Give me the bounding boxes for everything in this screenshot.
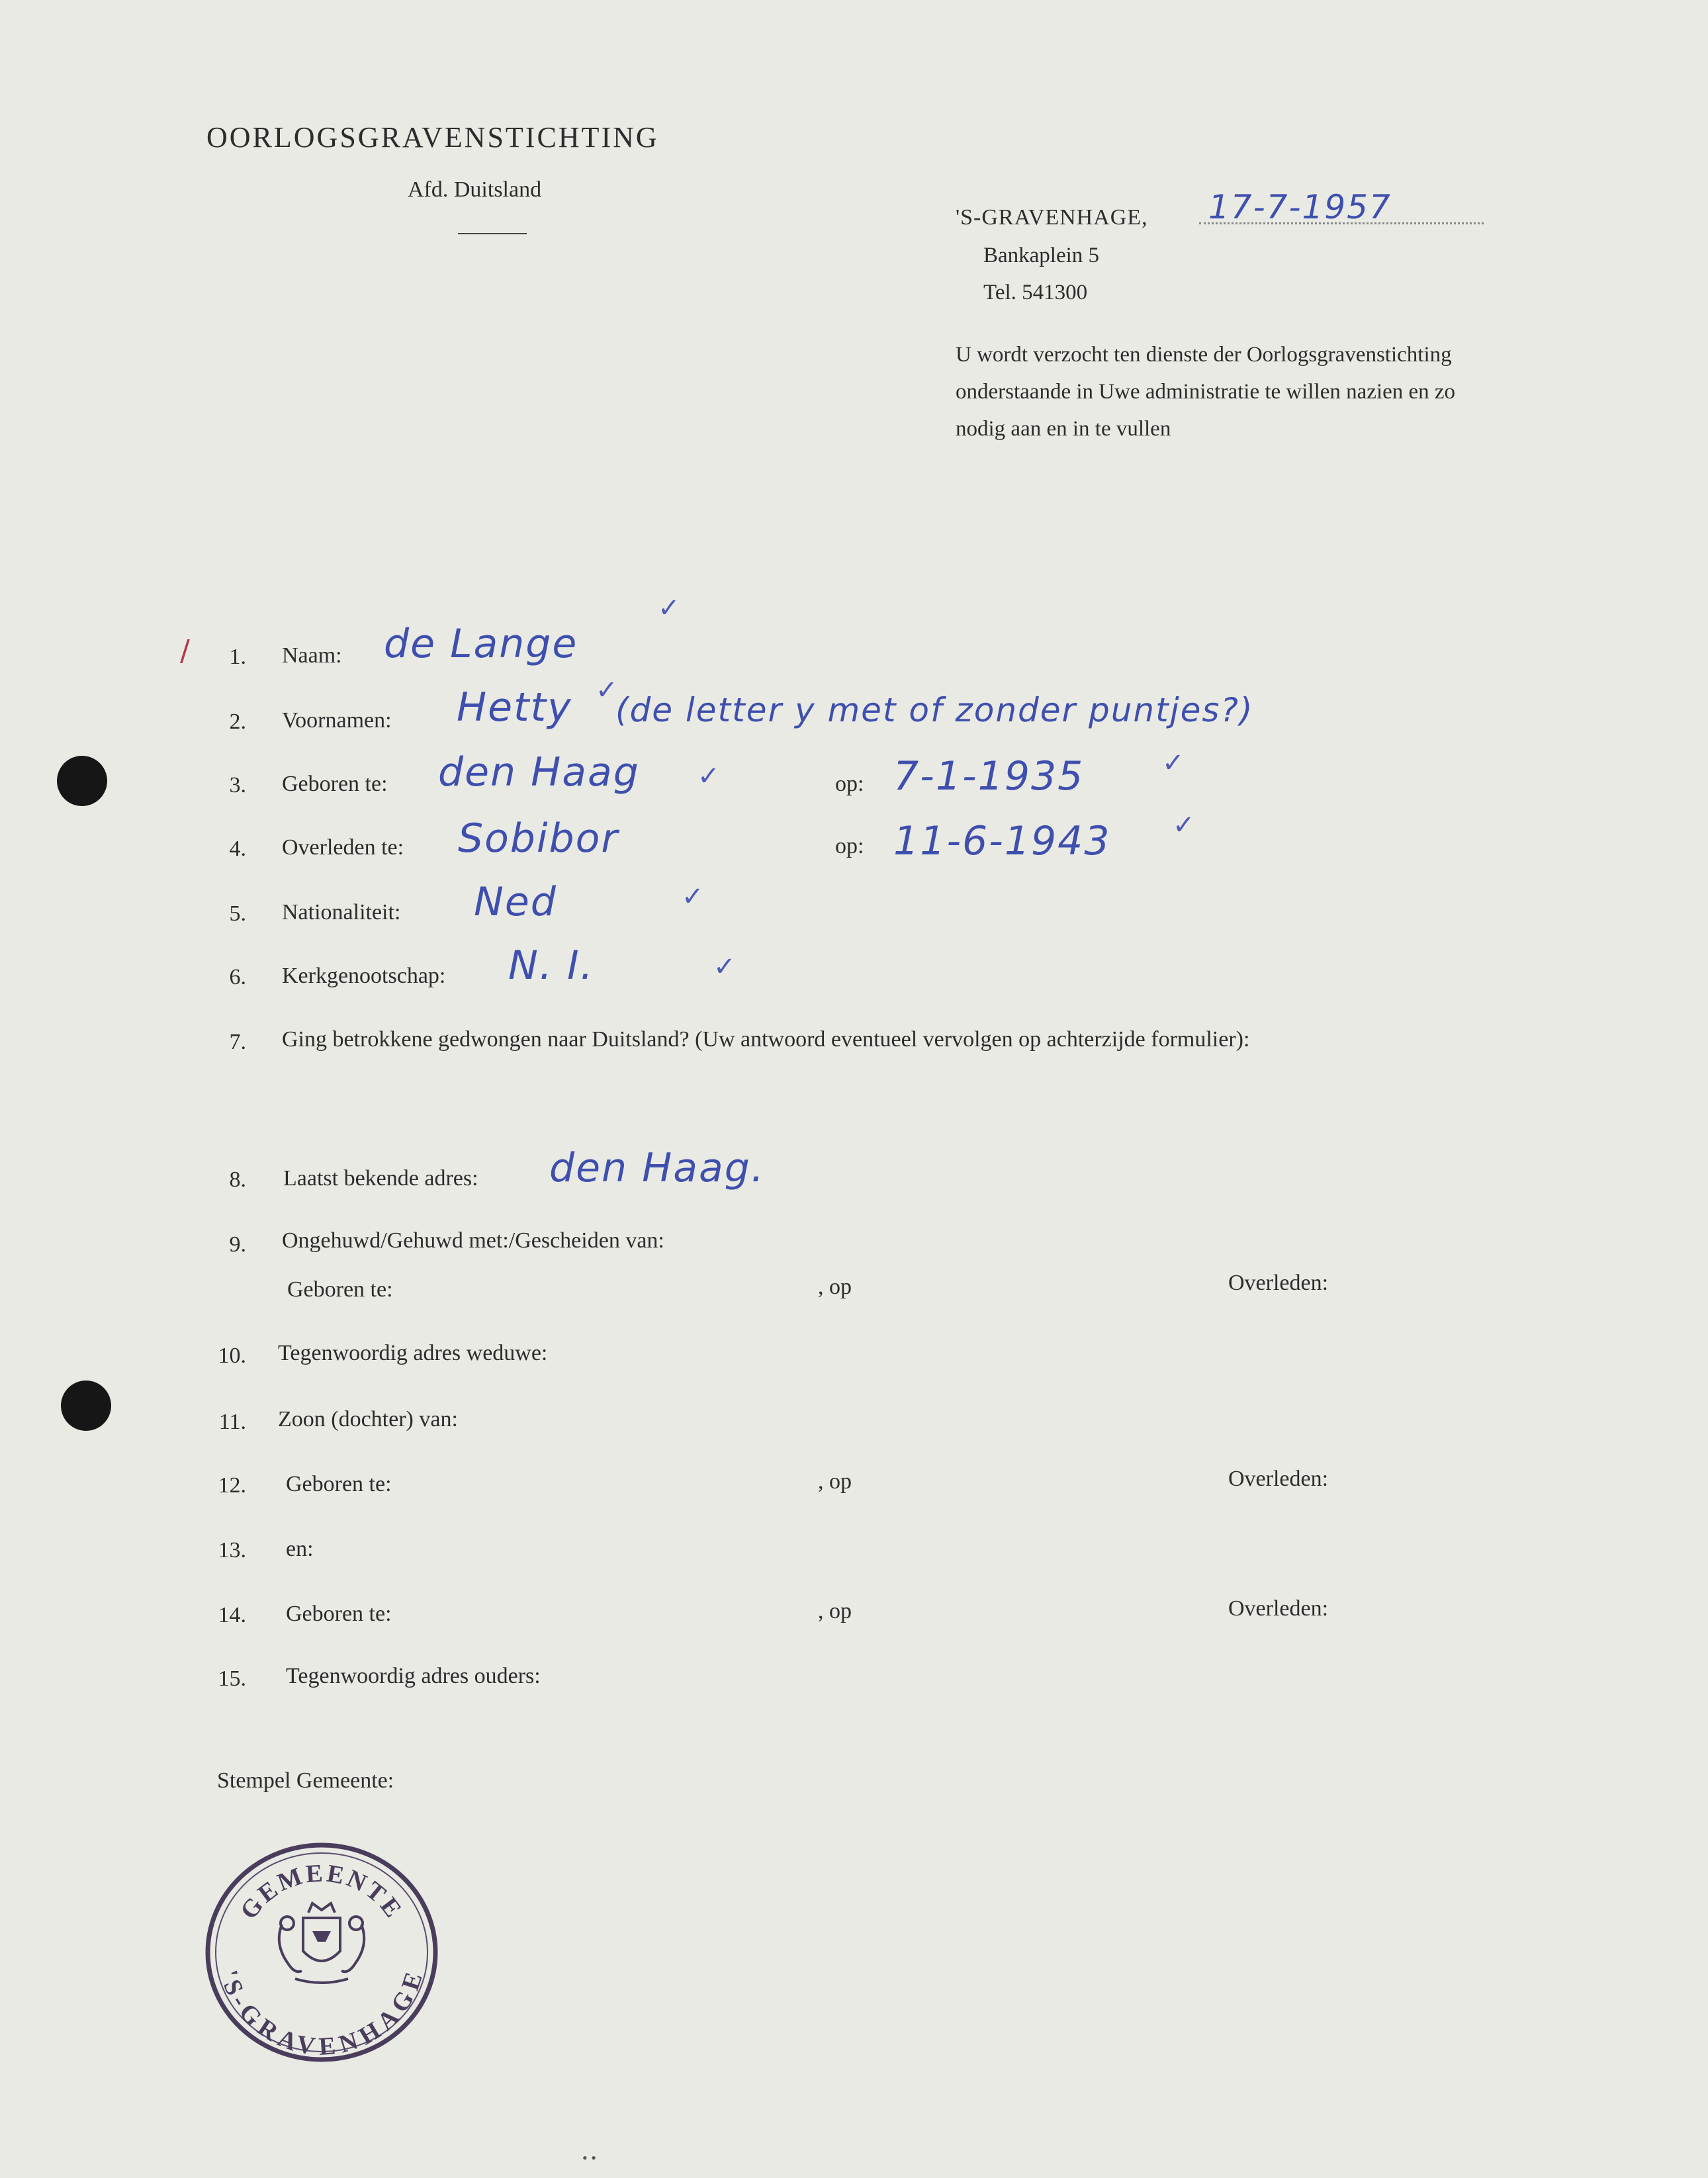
department-label: Afd. Duitsland [408, 177, 542, 202]
field-6-label: Kerkgenootschap: [282, 964, 446, 988]
field-2-label: Voornamen: [282, 708, 392, 733]
field-7-label: Ging betrokkene gedwongen naar Duitsland? (Uw antwoord eventueel vervolgen op achterzijde formulier): [282, 1027, 1250, 1052]
date-value: 17-7-1957 [1208, 188, 1392, 226]
field-4-value: Sobibor [458, 815, 619, 862]
punch-hole-top [57, 756, 107, 806]
field-2-number: 2. [229, 709, 246, 734]
svg-text:'S-GRAVENHAGE: 'S-GRAVENHAGE [214, 1967, 429, 2061]
place-label: 'S-GRAVENHAGE, [956, 205, 1148, 230]
field-3-date: 7-1-1935 [893, 753, 1085, 799]
field-1-number: 1. [229, 645, 246, 669]
field-3-label: Geboren te: [282, 772, 388, 796]
footer-marks: • • [582, 2150, 596, 2166]
field-2-value: Hetty [457, 684, 572, 731]
field-4-date: 11-6-1943 [893, 818, 1111, 864]
check-mark-icon: ✓ [682, 882, 704, 912]
red-tick-mark: / [180, 634, 190, 668]
field-14-op-label: , op [818, 1599, 852, 1623]
field-12-number: 12. [218, 1473, 246, 1498]
field-11-number: 11. [218, 1410, 246, 1434]
check-mark-icon: ✓ [1173, 810, 1195, 840]
stamp-label: Stempel Gemeente: [217, 1768, 394, 1793]
organization-title: OORLOGSGRAVENSTICHTING [206, 121, 659, 154]
field-9-label: Ongehuwd/Gehuwd met:/Gescheiden van: [282, 1228, 664, 1253]
field-5-label: Nationaliteit: [282, 900, 401, 925]
field-1-label: Naam: [282, 643, 342, 668]
intro-text: U wordt verzocht ten dienste der Oorlogsgravenstichting onderstaande in Uwe administratie te willen nazien en zo nodig aan en in te vullen [956, 343, 1456, 441]
field-9-op-label: , op [818, 1275, 852, 1299]
field-2-note: (de letter y met of zonder puntjes?) [615, 691, 1254, 729]
check-mark-icon: ✓ [1162, 748, 1185, 778]
field-13-number: 13. [218, 1538, 246, 1563]
field-13-label: en: [286, 1537, 314, 1561]
field-9-died-label: Overleden: [1228, 1271, 1329, 1295]
field-5-number: 5. [229, 901, 246, 926]
municipal-seal [196, 1838, 447, 2070]
field-3-op-label: op: [835, 772, 864, 796]
field-7-number: 7. [229, 1030, 246, 1054]
phone-number: Tel. 541300 [983, 281, 1088, 304]
field-4-op-label: op: [835, 834, 864, 858]
field-3-value: den Haag [438, 749, 640, 795]
punch-hole-bottom [61, 1381, 111, 1431]
check-mark-icon: ✓ [697, 761, 720, 792]
field-12-died-label: Overleden: [1228, 1467, 1329, 1491]
field-9-number: 9. [229, 1232, 246, 1257]
field-15-number: 15. [218, 1666, 246, 1691]
field-12-op-label: , op [818, 1469, 852, 1494]
field-15-label: Tegenwoordig adres ouders: [286, 1664, 541, 1688]
check-mark-icon: ✓ [596, 675, 618, 705]
field-1-value: de Lange [384, 621, 578, 667]
field-6-value: N. I. [508, 942, 594, 989]
field-11-label: Zoon (dochter) van: [278, 1407, 458, 1431]
field-14-number: 14. [218, 1603, 246, 1627]
field-14-died-label: Overleden: [1228, 1596, 1329, 1621]
field-14-label: Geboren te: [286, 1602, 392, 1626]
field-6-number: 6. [229, 965, 246, 989]
field-3-number: 3. [229, 773, 246, 797]
field-8-label: Laatst bekende adres: [283, 1166, 478, 1191]
street-address: Bankaplein 5 [983, 244, 1100, 267]
field-8-value: den Haag. [549, 1145, 765, 1191]
field-4-number: 4. [229, 837, 246, 861]
field-4-label: Overleden te: [282, 835, 404, 860]
field-9-born-label: Geboren te: [287, 1277, 393, 1302]
field-12-label: Geboren te: [286, 1472, 392, 1496]
check-mark-icon: ✓ [713, 952, 736, 982]
header-divider [458, 233, 527, 234]
svg-text:GEMEENTE: GEMEENTE [234, 1859, 409, 1925]
field-5-value: Ned [474, 879, 557, 925]
field-10-number: 10. [218, 1343, 246, 1368]
seal-graphic [196, 1838, 447, 2070]
field-8-number: 8. [229, 1167, 246, 1192]
check-mark-icon: ✓ [658, 593, 680, 623]
field-10-label: Tegenwoordig adres weduwe: [278, 1341, 548, 1365]
